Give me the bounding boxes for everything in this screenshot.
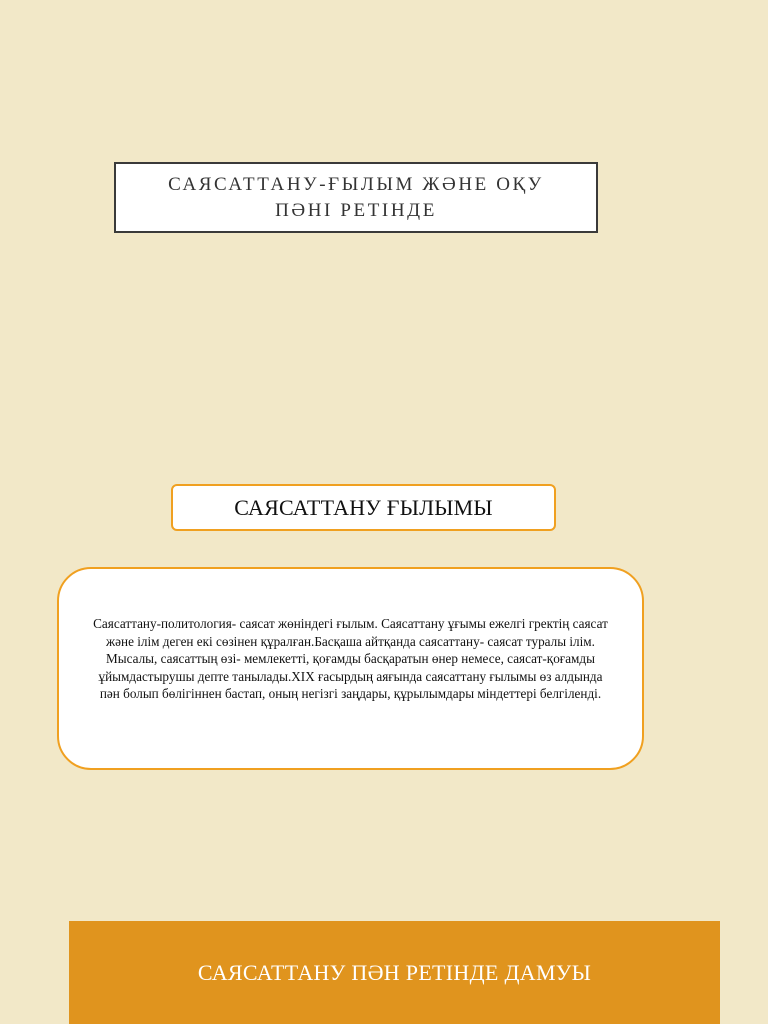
footer-bar: [69, 921, 720, 1024]
section-heading: САЯСАТТАНУ ҒЫЛЫМЫ: [234, 494, 493, 520]
section-body-text: Саясаттану-политология- саясат жөніндегі ғылым. Саясаттану ұғымы ежелгі гректің саясат және ілім деген екі сөзінен құралған.Басқаша айтқанда саясаттану- саясат туралы ілім. Мысалы, саясаттың өзі- мемлекетті, қоғамды басқаратын өнер немесе, саясат-қоғамды ұйымдастырушы депте танылады.XIX ғасырдың аяғында саясаттану ғылымы өз алдында пән болып бөлігіннен бастап, оның негізгі заңдары, құрылымдары міндеттері белгіленді.: [93, 616, 608, 701]
section-heading-box: [171, 484, 556, 531]
page-title: САЯСАТТАНУ-ҒЫЛЫМ ЖӘНЕ ОҚУ ПӘНІ РЕТІНДЕ: [168, 173, 544, 221]
title-box: [114, 162, 598, 233]
footer-heading: САЯСАТТАНУ ПӘН РЕТІНДЕ ДАМУЫ: [197, 959, 592, 985]
section-body-box: [57, 567, 644, 770]
